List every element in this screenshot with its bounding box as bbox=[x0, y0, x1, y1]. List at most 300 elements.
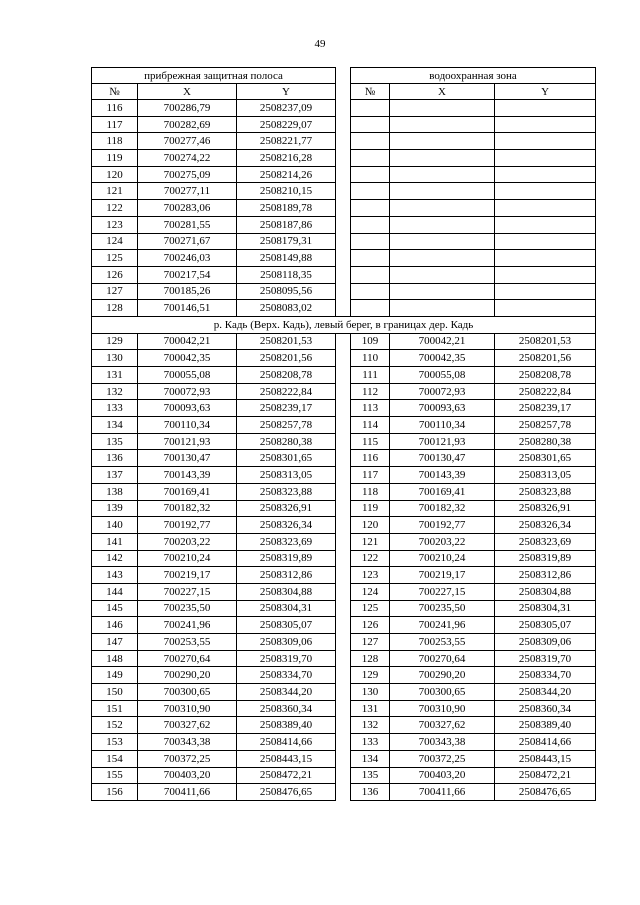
x-coordinate-cell: 700042,35 bbox=[390, 350, 495, 367]
point-number-cell: 156 bbox=[92, 784, 138, 801]
y-coordinate-cell: 2508472,21 bbox=[237, 767, 336, 784]
y-coordinate-cell: 2508239,17 bbox=[237, 400, 336, 417]
x-coordinate-cell: 700055,08 bbox=[138, 367, 237, 384]
x-coordinate-cell: 700169,41 bbox=[138, 483, 237, 500]
y-coordinate-cell: 2508472,21 bbox=[495, 767, 596, 784]
table-row bbox=[92, 517, 596, 534]
x-coordinate-cell: 700192,77 bbox=[390, 517, 495, 534]
left-x-header: X bbox=[138, 84, 237, 100]
point-number-cell: 145 bbox=[92, 600, 138, 617]
point-number-cell: 117 bbox=[351, 467, 390, 484]
x-coordinate-cell: 700290,20 bbox=[138, 667, 237, 684]
empty-cell bbox=[390, 100, 495, 117]
empty-cell bbox=[390, 233, 495, 250]
x-coordinate-cell: 700227,15 bbox=[138, 583, 237, 600]
table-row bbox=[92, 433, 596, 450]
column-gap bbox=[336, 250, 351, 267]
y-coordinate-cell: 2508443,15 bbox=[495, 750, 596, 767]
left-num-header: № bbox=[92, 84, 138, 100]
table-row bbox=[92, 166, 596, 183]
point-number-cell: 119 bbox=[92, 150, 138, 167]
point-number-cell: 133 bbox=[92, 400, 138, 417]
y-coordinate-cell: 2508313,05 bbox=[237, 467, 336, 484]
point-number-cell: 121 bbox=[92, 183, 138, 200]
point-number-cell: 130 bbox=[92, 350, 138, 367]
point-number-cell: 127 bbox=[351, 634, 390, 651]
x-coordinate-cell: 700282,69 bbox=[138, 116, 237, 133]
x-coordinate-cell: 700121,93 bbox=[390, 433, 495, 450]
point-number-cell: 148 bbox=[92, 650, 138, 667]
point-number-cell: 116 bbox=[351, 450, 390, 467]
y-coordinate-cell: 2508179,31 bbox=[237, 233, 336, 250]
column-gap bbox=[336, 150, 351, 167]
y-coordinate-cell: 2508118,35 bbox=[237, 266, 336, 283]
y-coordinate-cell: 2508326,34 bbox=[495, 517, 596, 534]
empty-cell bbox=[351, 233, 390, 250]
table-row bbox=[92, 183, 596, 200]
x-coordinate-cell: 700203,22 bbox=[138, 533, 237, 550]
x-coordinate-cell: 700343,38 bbox=[138, 734, 237, 751]
empty-cell bbox=[495, 150, 596, 167]
table-row bbox=[92, 583, 596, 600]
x-coordinate-cell: 700185,26 bbox=[138, 283, 237, 300]
y-coordinate-cell: 2508326,34 bbox=[237, 517, 336, 534]
y-coordinate-cell: 2508344,20 bbox=[495, 684, 596, 701]
coastal-strip-title: прибрежная защитная полоса bbox=[92, 68, 336, 84]
table-row bbox=[92, 216, 596, 233]
y-coordinate-cell: 2508476,65 bbox=[237, 784, 336, 801]
x-coordinate-cell: 700217,54 bbox=[138, 266, 237, 283]
y-coordinate-cell: 2508239,17 bbox=[495, 400, 596, 417]
table-row bbox=[92, 350, 596, 367]
table-row bbox=[92, 600, 596, 617]
x-coordinate-cell: 700411,66 bbox=[138, 784, 237, 801]
y-coordinate-cell: 2508312,86 bbox=[495, 567, 596, 584]
y-coordinate-cell: 2508313,05 bbox=[495, 467, 596, 484]
empty-cell bbox=[351, 133, 390, 150]
x-coordinate-cell: 700271,67 bbox=[138, 233, 237, 250]
point-number-cell: 122 bbox=[92, 200, 138, 217]
left-y-header: Y bbox=[237, 84, 336, 100]
page-number: 49 bbox=[314, 38, 326, 50]
y-coordinate-cell: 2508305,07 bbox=[495, 617, 596, 634]
point-number-cell: 127 bbox=[92, 283, 138, 300]
empty-cell bbox=[390, 266, 495, 283]
table-row bbox=[92, 300, 596, 317]
point-number-cell: 125 bbox=[92, 250, 138, 267]
empty-cell bbox=[390, 183, 495, 200]
x-coordinate-cell: 700110,34 bbox=[390, 417, 495, 434]
column-gap bbox=[336, 350, 351, 367]
y-coordinate-cell: 2508344,20 bbox=[237, 684, 336, 701]
y-coordinate-cell: 2508323,69 bbox=[237, 533, 336, 550]
empty-cell bbox=[390, 300, 495, 317]
column-gap bbox=[336, 183, 351, 200]
table-row bbox=[92, 784, 596, 801]
x-coordinate-cell: 700235,50 bbox=[138, 600, 237, 617]
empty-cell bbox=[390, 250, 495, 267]
empty-cell bbox=[390, 150, 495, 167]
column-gap bbox=[336, 233, 351, 250]
column-header-row bbox=[92, 84, 596, 100]
x-coordinate-cell: 700072,93 bbox=[138, 383, 237, 400]
point-number-cell: 124 bbox=[92, 233, 138, 250]
y-coordinate-cell: 2508083,02 bbox=[237, 300, 336, 317]
y-coordinate-cell: 2508216,28 bbox=[237, 150, 336, 167]
x-coordinate-cell: 700310,90 bbox=[390, 700, 495, 717]
point-number-cell: 129 bbox=[92, 333, 138, 350]
point-number-cell: 115 bbox=[351, 433, 390, 450]
empty-cell bbox=[351, 216, 390, 233]
point-number-cell: 150 bbox=[92, 684, 138, 701]
table-row bbox=[92, 717, 596, 734]
y-coordinate-cell: 2508304,88 bbox=[237, 583, 336, 600]
section-title: р. Кадь (Верх. Кадь), левый берег, в границах дер. Кадь bbox=[92, 316, 596, 333]
y-coordinate-cell: 2508095,56 bbox=[237, 283, 336, 300]
x-coordinate-cell: 700130,47 bbox=[138, 450, 237, 467]
x-coordinate-cell: 700270,64 bbox=[390, 650, 495, 667]
y-coordinate-cell: 2508201,56 bbox=[237, 350, 336, 367]
point-number-cell: 126 bbox=[92, 266, 138, 283]
x-coordinate-cell: 700110,34 bbox=[138, 417, 237, 434]
empty-cell bbox=[390, 116, 495, 133]
x-coordinate-cell: 700130,47 bbox=[390, 450, 495, 467]
table-row bbox=[92, 200, 596, 217]
y-coordinate-cell: 2508326,91 bbox=[237, 500, 336, 517]
column-gap bbox=[336, 767, 351, 784]
empty-cell bbox=[495, 116, 596, 133]
point-number-cell: 131 bbox=[351, 700, 390, 717]
table-row bbox=[92, 233, 596, 250]
table-row bbox=[92, 567, 596, 584]
point-number-cell: 136 bbox=[92, 450, 138, 467]
column-gap bbox=[336, 634, 351, 651]
y-coordinate-cell: 2508326,91 bbox=[495, 500, 596, 517]
x-coordinate-cell: 700210,24 bbox=[138, 550, 237, 567]
x-coordinate-cell: 700093,63 bbox=[138, 400, 237, 417]
point-number-cell: 134 bbox=[351, 750, 390, 767]
table-row bbox=[92, 467, 596, 484]
point-number-cell: 129 bbox=[351, 667, 390, 684]
column-gap bbox=[336, 750, 351, 767]
empty-cell bbox=[495, 233, 596, 250]
empty-cell bbox=[351, 166, 390, 183]
table-row bbox=[92, 250, 596, 267]
table-row bbox=[92, 266, 596, 283]
empty-cell bbox=[495, 250, 596, 267]
x-coordinate-cell: 700281,55 bbox=[138, 216, 237, 233]
x-coordinate-cell: 700227,15 bbox=[390, 583, 495, 600]
point-number-cell: 146 bbox=[92, 617, 138, 634]
empty-cell bbox=[495, 166, 596, 183]
empty-cell bbox=[390, 200, 495, 217]
table-row bbox=[92, 283, 596, 300]
x-coordinate-cell: 700300,65 bbox=[390, 684, 495, 701]
x-coordinate-cell: 700286,79 bbox=[138, 100, 237, 117]
x-coordinate-cell: 700277,11 bbox=[138, 183, 237, 200]
x-coordinate-cell: 700143,39 bbox=[138, 467, 237, 484]
table-row bbox=[92, 550, 596, 567]
x-coordinate-cell: 700270,64 bbox=[138, 650, 237, 667]
x-coordinate-cell: 700253,55 bbox=[390, 634, 495, 651]
point-number-cell: 153 bbox=[92, 734, 138, 751]
table-row bbox=[92, 634, 596, 651]
table-row bbox=[92, 700, 596, 717]
point-number-cell: 147 bbox=[92, 634, 138, 651]
column-gap bbox=[336, 483, 351, 500]
column-gap bbox=[336, 417, 351, 434]
column-gap bbox=[336, 533, 351, 550]
table-row bbox=[92, 333, 596, 350]
x-coordinate-cell: 700274,22 bbox=[138, 150, 237, 167]
point-number-cell: 141 bbox=[92, 533, 138, 550]
y-coordinate-cell: 2508187,86 bbox=[237, 216, 336, 233]
x-coordinate-cell: 700169,41 bbox=[390, 483, 495, 500]
point-number-cell: 125 bbox=[351, 600, 390, 617]
point-number-cell: 134 bbox=[92, 417, 138, 434]
column-gap bbox=[336, 450, 351, 467]
table-row bbox=[92, 750, 596, 767]
table-row bbox=[92, 533, 596, 550]
y-coordinate-cell: 2508323,69 bbox=[495, 533, 596, 550]
x-coordinate-cell: 700042,35 bbox=[138, 350, 237, 367]
table-row bbox=[92, 400, 596, 417]
x-coordinate-cell: 700210,24 bbox=[390, 550, 495, 567]
x-coordinate-cell: 700072,93 bbox=[390, 383, 495, 400]
x-coordinate-cell: 700283,06 bbox=[138, 200, 237, 217]
y-coordinate-cell: 2508323,88 bbox=[495, 483, 596, 500]
y-coordinate-cell: 2508476,65 bbox=[495, 784, 596, 801]
column-gap bbox=[336, 684, 351, 701]
y-coordinate-cell: 2508301,65 bbox=[495, 450, 596, 467]
point-number-cell: 142 bbox=[92, 550, 138, 567]
x-coordinate-cell: 700310,90 bbox=[138, 700, 237, 717]
x-coordinate-cell: 700241,96 bbox=[138, 617, 237, 634]
x-coordinate-cell: 700192,77 bbox=[138, 517, 237, 534]
right-num-header: № bbox=[351, 84, 390, 100]
point-number-cell: 117 bbox=[92, 116, 138, 133]
table-row bbox=[92, 667, 596, 684]
y-coordinate-cell: 2508309,06 bbox=[237, 634, 336, 651]
empty-cell bbox=[351, 300, 390, 317]
column-gap bbox=[336, 567, 351, 584]
point-number-cell: 122 bbox=[351, 550, 390, 567]
column-gap bbox=[336, 266, 351, 283]
x-coordinate-cell: 700411,66 bbox=[390, 784, 495, 801]
point-number-cell: 121 bbox=[351, 533, 390, 550]
table-row bbox=[92, 734, 596, 751]
table-row bbox=[92, 150, 596, 167]
y-coordinate-cell: 2508323,88 bbox=[237, 483, 336, 500]
right-x-header: X bbox=[390, 84, 495, 100]
y-coordinate-cell: 2508280,38 bbox=[495, 433, 596, 450]
x-coordinate-cell: 700143,39 bbox=[390, 467, 495, 484]
water-protection-zone-title: водоохранная зона bbox=[351, 68, 596, 84]
x-coordinate-cell: 700182,32 bbox=[390, 500, 495, 517]
x-coordinate-cell: 700121,93 bbox=[138, 433, 237, 450]
point-number-cell: 136 bbox=[351, 784, 390, 801]
point-number-cell: 155 bbox=[92, 767, 138, 784]
y-coordinate-cell: 2508237,09 bbox=[237, 100, 336, 117]
y-coordinate-cell: 2508319,70 bbox=[237, 650, 336, 667]
y-coordinate-cell: 2508149,88 bbox=[237, 250, 336, 267]
column-gap bbox=[336, 216, 351, 233]
empty-cell bbox=[495, 266, 596, 283]
y-coordinate-cell: 2508319,70 bbox=[495, 650, 596, 667]
y-coordinate-cell: 2508443,15 bbox=[237, 750, 336, 767]
point-number-cell: 120 bbox=[351, 517, 390, 534]
empty-cell bbox=[495, 300, 596, 317]
x-coordinate-cell: 700246,03 bbox=[138, 250, 237, 267]
empty-cell bbox=[351, 100, 390, 117]
y-coordinate-cell: 2508334,70 bbox=[495, 667, 596, 684]
point-number-cell: 111 bbox=[351, 367, 390, 384]
table-row bbox=[92, 500, 596, 517]
x-coordinate-cell: 700372,25 bbox=[138, 750, 237, 767]
point-number-cell: 126 bbox=[351, 617, 390, 634]
y-coordinate-cell: 2508201,53 bbox=[495, 333, 596, 350]
table-row bbox=[92, 100, 596, 117]
table-row bbox=[92, 650, 596, 667]
x-coordinate-cell: 700277,46 bbox=[138, 133, 237, 150]
table-row bbox=[92, 617, 596, 634]
zone-header-row bbox=[92, 68, 596, 84]
x-coordinate-cell: 700275,09 bbox=[138, 166, 237, 183]
column-gap bbox=[336, 116, 351, 133]
table-row bbox=[92, 367, 596, 384]
point-number-cell: 132 bbox=[351, 717, 390, 734]
point-number-cell: 112 bbox=[351, 383, 390, 400]
x-coordinate-cell: 700093,63 bbox=[390, 400, 495, 417]
y-coordinate-cell: 2508312,86 bbox=[237, 567, 336, 584]
column-gap bbox=[336, 667, 351, 684]
y-coordinate-cell: 2508309,06 bbox=[495, 634, 596, 651]
table-row bbox=[92, 417, 596, 434]
y-coordinate-cell: 2508319,89 bbox=[495, 550, 596, 567]
point-number-cell: 120 bbox=[92, 166, 138, 183]
y-coordinate-cell: 2508305,07 bbox=[237, 617, 336, 634]
y-coordinate-cell: 2508210,15 bbox=[237, 183, 336, 200]
y-coordinate-cell: 2508201,53 bbox=[237, 333, 336, 350]
empty-cell bbox=[351, 150, 390, 167]
column-gap bbox=[336, 734, 351, 751]
empty-cell bbox=[351, 283, 390, 300]
x-coordinate-cell: 700219,17 bbox=[390, 567, 495, 584]
point-number-cell: 110 bbox=[351, 350, 390, 367]
column-gap bbox=[336, 84, 351, 100]
empty-cell bbox=[495, 216, 596, 233]
table-row bbox=[92, 684, 596, 701]
column-gap bbox=[336, 166, 351, 183]
column-gap bbox=[336, 300, 351, 317]
x-coordinate-cell: 700042,21 bbox=[138, 333, 237, 350]
column-gap bbox=[336, 600, 351, 617]
column-gap bbox=[336, 200, 351, 217]
column-gap bbox=[336, 133, 351, 150]
column-gap bbox=[336, 700, 351, 717]
point-number-cell: 149 bbox=[92, 667, 138, 684]
empty-cell bbox=[495, 200, 596, 217]
y-coordinate-cell: 2508201,56 bbox=[495, 350, 596, 367]
y-coordinate-cell: 2508208,78 bbox=[237, 367, 336, 384]
section-title-row bbox=[92, 316, 596, 333]
point-number-cell: 144 bbox=[92, 583, 138, 600]
point-number-cell: 135 bbox=[92, 433, 138, 450]
y-coordinate-cell: 2508334,70 bbox=[237, 667, 336, 684]
empty-cell bbox=[390, 216, 495, 233]
point-number-cell: 118 bbox=[92, 133, 138, 150]
coordinates-table bbox=[91, 67, 596, 801]
empty-cell bbox=[351, 266, 390, 283]
point-number-cell: 139 bbox=[92, 500, 138, 517]
y-coordinate-cell: 2508229,07 bbox=[237, 116, 336, 133]
y-coordinate-cell: 2508257,78 bbox=[237, 417, 336, 434]
y-coordinate-cell: 2508208,78 bbox=[495, 367, 596, 384]
point-number-cell: 118 bbox=[351, 483, 390, 500]
y-coordinate-cell: 2508389,40 bbox=[237, 717, 336, 734]
y-coordinate-cell: 2508360,34 bbox=[237, 700, 336, 717]
column-gap bbox=[336, 500, 351, 517]
table-row bbox=[92, 767, 596, 784]
point-number-cell: 114 bbox=[351, 417, 390, 434]
point-number-cell: 132 bbox=[92, 383, 138, 400]
x-coordinate-cell: 700327,62 bbox=[390, 717, 495, 734]
column-gap bbox=[336, 283, 351, 300]
column-gap bbox=[336, 333, 351, 350]
x-coordinate-cell: 700182,32 bbox=[138, 500, 237, 517]
y-coordinate-cell: 2508304,31 bbox=[237, 600, 336, 617]
column-gap bbox=[336, 68, 351, 84]
point-number-cell: 154 bbox=[92, 750, 138, 767]
x-coordinate-cell: 700403,20 bbox=[138, 767, 237, 784]
table-row bbox=[92, 483, 596, 500]
point-number-cell: 113 bbox=[351, 400, 390, 417]
column-gap bbox=[336, 717, 351, 734]
point-number-cell: 119 bbox=[351, 500, 390, 517]
point-number-cell: 123 bbox=[351, 567, 390, 584]
y-coordinate-cell: 2508222,84 bbox=[495, 383, 596, 400]
point-number-cell: 116 bbox=[92, 100, 138, 117]
column-gap bbox=[336, 784, 351, 801]
column-gap bbox=[336, 617, 351, 634]
x-coordinate-cell: 700203,22 bbox=[390, 533, 495, 550]
point-number-cell: 130 bbox=[351, 684, 390, 701]
empty-cell bbox=[390, 283, 495, 300]
x-coordinate-cell: 700235,50 bbox=[390, 600, 495, 617]
point-number-cell: 128 bbox=[351, 650, 390, 667]
point-number-cell: 124 bbox=[351, 583, 390, 600]
column-gap bbox=[336, 650, 351, 667]
x-coordinate-cell: 700241,96 bbox=[390, 617, 495, 634]
x-coordinate-cell: 700403,20 bbox=[390, 767, 495, 784]
point-number-cell: 133 bbox=[351, 734, 390, 751]
empty-cell bbox=[351, 183, 390, 200]
table-row bbox=[92, 450, 596, 467]
x-coordinate-cell: 700300,65 bbox=[138, 684, 237, 701]
y-coordinate-cell: 2508222,84 bbox=[237, 383, 336, 400]
x-coordinate-cell: 700055,08 bbox=[390, 367, 495, 384]
y-coordinate-cell: 2508389,40 bbox=[495, 717, 596, 734]
empty-cell bbox=[495, 183, 596, 200]
column-gap bbox=[336, 467, 351, 484]
point-number-cell: 131 bbox=[92, 367, 138, 384]
point-number-cell: 138 bbox=[92, 483, 138, 500]
point-number-cell: 137 bbox=[92, 467, 138, 484]
y-coordinate-cell: 2508301,65 bbox=[237, 450, 336, 467]
column-gap bbox=[336, 367, 351, 384]
y-coordinate-cell: 2508319,89 bbox=[237, 550, 336, 567]
y-coordinate-cell: 2508360,34 bbox=[495, 700, 596, 717]
